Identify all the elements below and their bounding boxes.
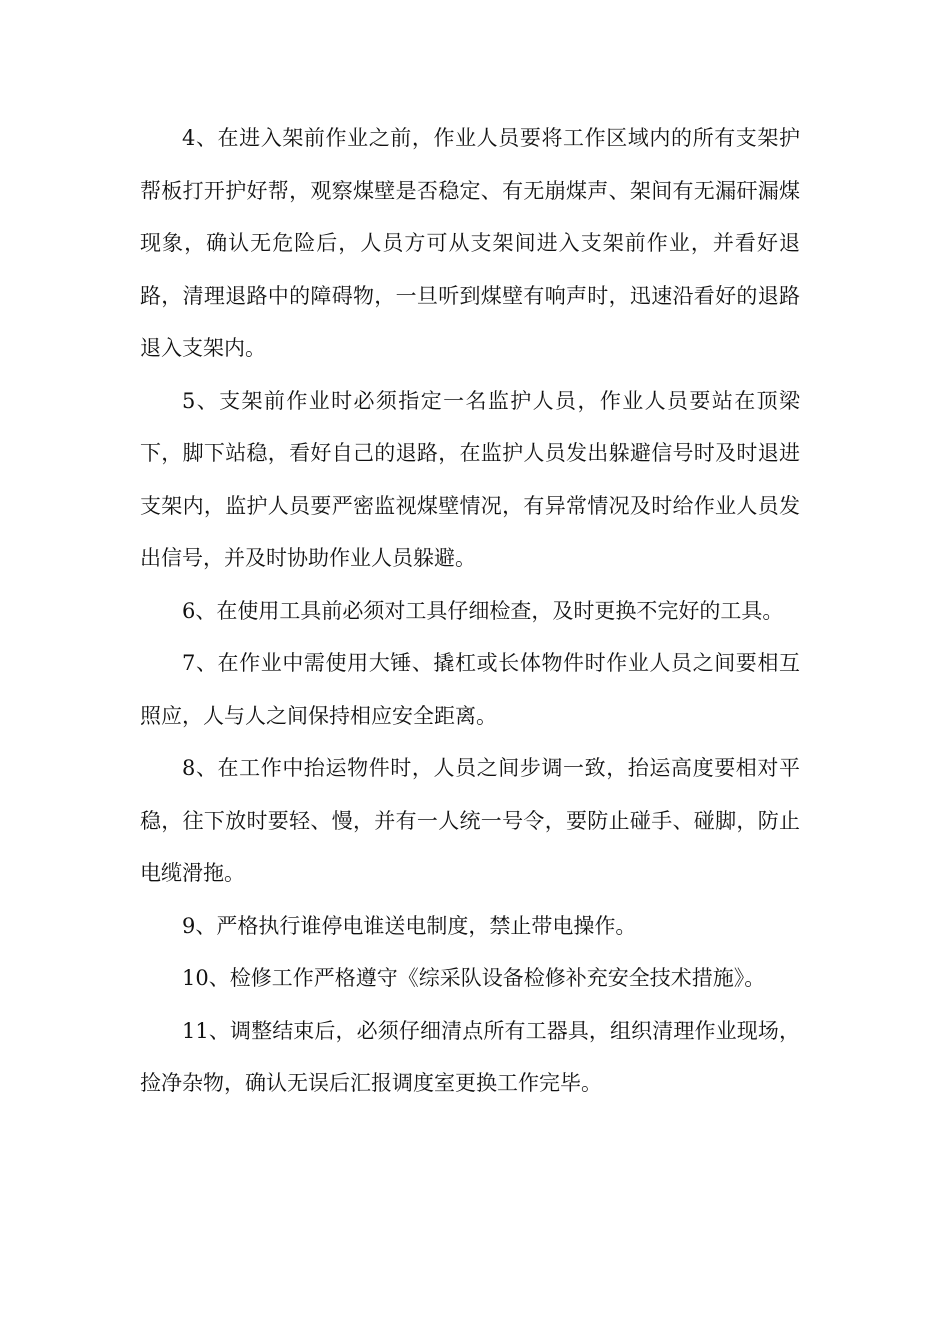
paragraph-item-6: 6、在使用工具前必须对工具仔细检查，及时更换不完好的工具。 xyxy=(182,598,784,623)
paragraph-item-8: 8、在工作中抬运物件时，人员之间步调一致，抬运高度要相对平稳，往下放时要轻、慢，并有一人统一号令，要防止碰手、碰脚，防止电缆滑拖。 xyxy=(140,756,800,885)
document-body xyxy=(140,112,800,1110)
paragraph-item-5: 5、支架前作业时必须指定一名监护人员，作业人员要站在顶梁下，脚下站稳，看好自己的退路，在监护人员发出躲避信号时及时退进支架内，监护人员要严密监视煤壁情况，有异常情况及时给作业人员发出信号，并及时协助作业人员躲避。 xyxy=(140,388,800,570)
paragraph-item-10: 10、检修工作严格遵守《综采队设备检修补充安全技术措施》。 xyxy=(182,966,766,990)
paragraph-item-7: 7、在作业中需使用大锤、撬杠或长体物件时作业人员之间要相互照应，人与人之间保持相应安全距离。 xyxy=(140,651,800,728)
paragraph-item-9: 9、严格执行谁停电谁送电制度，禁止带电操作。 xyxy=(182,913,637,938)
paragraph-item-4: 4、在进入架前作业之前，作业人员要将工作区域内的所有支架护帮板打开护好帮，观察煤壁是否稳定、有无崩煤声、架间有无漏矸漏煤现象，确认无危险后，人员方可从支架间进入支架前作业，并看好退路，清理退路中的障碍物，一旦听到煤壁有响声时，迅速沿看好的退路退入支架内。 xyxy=(140,126,800,360)
paragraph-item-11: 11、调整结束后，必须仔细清点所有工器具，组织清理作业现场，捡净杂物，确认无误后汇报调度室更换工作完毕。 xyxy=(140,1018,800,1095)
